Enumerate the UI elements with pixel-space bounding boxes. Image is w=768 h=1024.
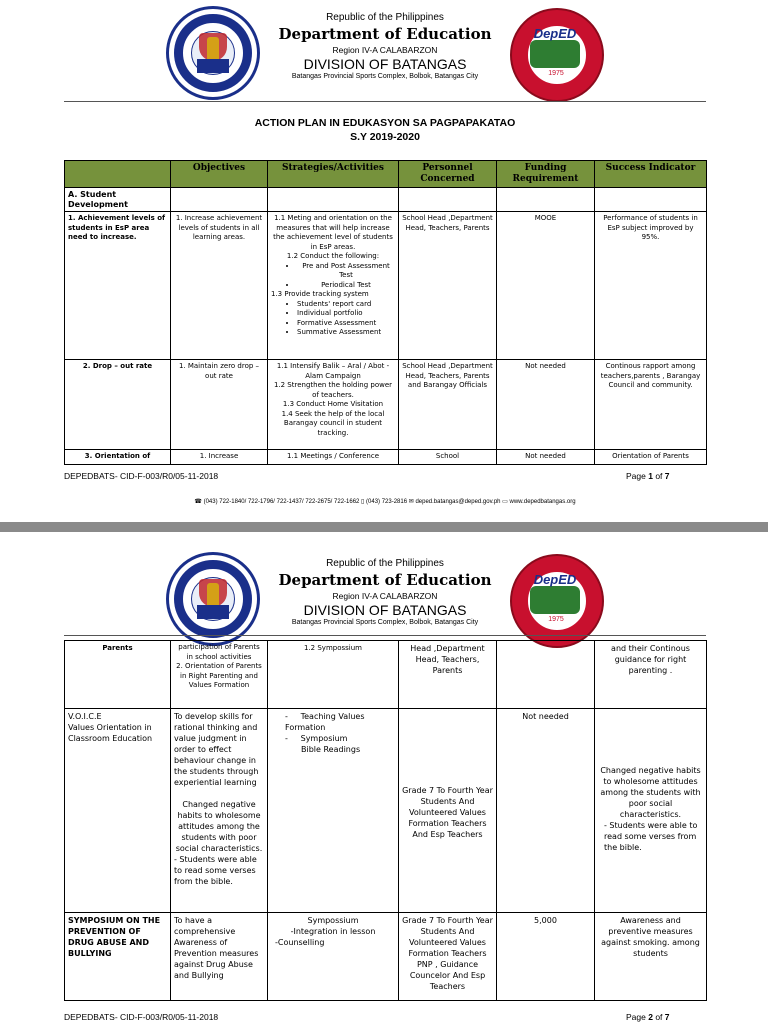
- personnel-cell: Head ,Department Head, Teachers, Parents: [399, 641, 497, 709]
- email-link[interactable]: deped.batangas@deped.gov.ph: [415, 499, 501, 505]
- list-item: • Individual portfolio: [297, 309, 395, 319]
- funding-cell: MOOE: [497, 212, 595, 360]
- objective-cell: [171, 709, 268, 913]
- objective-cell: 1. Increase: [171, 450, 268, 465]
- strategy-cell: 1.2 Sympossium: [268, 641, 399, 709]
- strategy-cell: [268, 709, 399, 913]
- strategy-item: 1.3 Provide tracking system: [271, 290, 369, 298]
- personnel-cell: School Head ,Department Head, Teachers, Parents and Barangay Officials: [399, 360, 497, 450]
- strategy-item: - Teaching Values Formation: [285, 712, 365, 732]
- column-header: Funding Requirement: [497, 161, 595, 188]
- objective-item: - Students were able to read some verses from the bible.: [174, 855, 257, 886]
- strategy-item: 1.1 Meting and orientation on the measures that will help increase the achievement level of students in EsP areas.: [273, 214, 393, 251]
- section-label: A. Student Development: [65, 188, 171, 212]
- strategy-item: 1.2 Strengthen the holding power of teachers.: [273, 381, 393, 399]
- area-cell: 1. Achievement levels of students in EsP area need to increase.: [65, 212, 171, 360]
- page-gap: [0, 522, 768, 532]
- objective-item: To develop skills for rational thinking and value judgment in order to effect behaviour change in the students through experiential learning: [174, 712, 259, 787]
- table-row: [65, 913, 707, 1001]
- area-line: V.O.I.C.E: [68, 712, 102, 721]
- strategy-item: - Symposium: [285, 734, 348, 743]
- seal-text: DepED: [533, 26, 577, 41]
- page-number: Page 2 of 7: [626, 1012, 670, 1022]
- table-row: [65, 188, 707, 212]
- funding-cell: 5,000: [497, 913, 595, 1001]
- kagawaran-seal-icon: [166, 552, 260, 646]
- strategy-item: 1.4 Seek the help of the local Barangay council in student tracking.: [281, 409, 385, 437]
- indicator-cell: Orientation of Parents: [595, 450, 707, 465]
- strategy-item: 1.2 Conduct the following:: [286, 252, 380, 260]
- action-plan-table: [64, 160, 707, 465]
- document-title: [64, 116, 706, 144]
- footer-code: DEPEDBATS- CID-F-003/R0/05-11-2018: [64, 1012, 219, 1022]
- area-cell: Parents: [65, 641, 171, 709]
- fax-icon: ▯: [361, 499, 365, 505]
- deped-batangas-seal-icon: [510, 8, 604, 102]
- website-link[interactable]: www.depedbatangas.org: [509, 499, 576, 505]
- strategy-cell: 1.1 Meetings / Conference: [268, 450, 399, 465]
- strategy-item: Sympossium: [307, 916, 359, 925]
- funding-cell: Not needed: [497, 360, 595, 450]
- objective-item: Changed negative habits to wholesome attitudes among the students with poor social characteristics.: [175, 800, 263, 853]
- column-header: Objectives: [171, 161, 268, 188]
- area-cell: 3. Orientation of: [65, 450, 171, 465]
- personnel-cell: Grade 7 To Fourth Year Students And Volunteered Values Formation Teachers PNP , Guidance Councelor And Esp Teachers: [399, 913, 497, 1001]
- phone-icon: ☎: [194, 499, 202, 505]
- objective-cell: To have a comprehensive Awareness of Prevention measures against Drug Abuse and Bullying: [171, 913, 268, 1001]
- indicator-cell: [595, 709, 707, 913]
- objective-cell: 1. Increase achievement levels of students in all learning areas.: [171, 212, 268, 360]
- footer-code: DEPEDBATS- CID-F-003/R0/05-11-2018: [64, 471, 219, 481]
- seal-year: 1975: [548, 70, 564, 77]
- web-icon: ▭: [502, 499, 508, 505]
- department-name: Department of Education: [278, 25, 492, 43]
- area-line: Values Orientation in Classroom Education: [68, 723, 153, 743]
- page-number: Page 1 of 7: [626, 471, 670, 481]
- objective-cell: 1. Maintain zero drop – out rate: [171, 360, 268, 450]
- column-header: Success Indicator: [595, 161, 707, 188]
- seal-text: DepED: [533, 572, 577, 587]
- strategy-cell: [268, 360, 399, 450]
- list-item: • Formative Assessment: [297, 319, 395, 329]
- column-header: [65, 161, 171, 188]
- title-line-1: ACTION PLAN IN EDUKASYON SA PAGPAPAKATAO: [254, 117, 516, 129]
- list-item: • Students' report card: [297, 300, 395, 310]
- table-header-row: [65, 161, 707, 188]
- email-icon: ✉: [408, 499, 414, 505]
- funding-cell: Not needed: [497, 450, 595, 465]
- funding-cell: [497, 641, 595, 709]
- address-text: Batangas Provincial Sports Complex, Bolbok, Batangas City: [291, 73, 479, 80]
- list-item: • Periodical Test: [297, 281, 395, 291]
- area-cell: SYMPOSIUM ON THE PREVENTION OF DRUG ABUSE AND BULLYING: [65, 913, 171, 1001]
- region-text: Region IV-A CALABARZON: [332, 45, 438, 55]
- seal-year: 1975: [548, 616, 564, 623]
- indicator-item: - Students were able to read some verses from the bible.: [604, 821, 698, 852]
- indicator-cell: Performance of students in EsP subject improved by 95%.: [595, 212, 707, 360]
- republic-text: Republic of the Philippines: [326, 558, 444, 569]
- list-item: • Pre and Post Assessment Test: [297, 262, 395, 281]
- objective-item: 2. Orientation of Parents in Right Parenting and Values Formation: [176, 662, 262, 689]
- column-header: Strategies/Activities: [268, 161, 399, 188]
- strategy-item: -Counselling: [275, 938, 325, 947]
- region-text: Region IV-A CALABARZON: [332, 591, 438, 601]
- strategy-sublist: [297, 262, 395, 291]
- indicator-cell: Awareness and preventive measures against smoking. among students: [595, 913, 707, 1001]
- strategy-cell: [268, 212, 399, 360]
- phone-numbers: (043) 722-1840/ 722-1796/ 722-1437/ 722-2675/ 722-1662: [203, 499, 360, 505]
- list-item: • Summative Assessment: [297, 328, 395, 338]
- kagawaran-seal-icon: [166, 6, 260, 100]
- republic-text: Republic of the Philippines: [326, 12, 444, 23]
- table-row: [65, 450, 707, 465]
- personnel-cell: School Head ,Department Head, Teachers, Parents: [399, 212, 497, 360]
- funding-cell: Not needed: [497, 709, 595, 913]
- department-name: Department of Education: [278, 571, 492, 589]
- title-line-2: S.Y 2019-2020: [350, 131, 420, 143]
- table-row: [65, 360, 707, 450]
- fax-number: (043) 723-2816: [366, 499, 408, 505]
- indicator-cell: and their Continous guidance for right parenting .: [595, 641, 707, 709]
- table-row: [65, 709, 707, 913]
- indicator-item: Changed negative habits to wholesome attitudes among the students with poor social characteristics.: [600, 766, 701, 819]
- header-divider: [64, 101, 706, 102]
- letterhead: [255, 12, 515, 80]
- area-cell: [65, 709, 171, 913]
- deped-batangas-seal-icon: [510, 554, 604, 648]
- strategy-cell: [268, 913, 399, 1001]
- table-row: [65, 212, 707, 360]
- division-name: DIVISION OF BATANGAS: [303, 602, 467, 618]
- column-header: Personnel Concerned: [399, 161, 497, 188]
- strategy-item: -Integration in lesson: [290, 927, 376, 936]
- document-page-2: [0, 532, 768, 1024]
- division-name: DIVISION OF BATANGAS: [303, 56, 467, 72]
- address-text: Batangas Provincial Sports Complex, Bolbok, Batangas City: [291, 619, 479, 626]
- action-plan-table-continued: [64, 640, 707, 1001]
- indicator-cell: Continous rapport among teachers,parents , Barangay Council and community.: [595, 360, 707, 450]
- header-divider: [64, 635, 706, 636]
- objective-cell: [171, 641, 268, 709]
- personnel-cell: Grade 7 To Fourth Year Students And Volunteered Values Formation Teachers And Esp Teachers: [399, 709, 497, 913]
- strategy-item: 1.1 Intensify Balik – Aral / Abot - Alam Campaign: [276, 362, 390, 380]
- objective-item: participation of Parents in school activities: [178, 643, 260, 661]
- area-cell: 2. Drop – out rate: [65, 360, 171, 450]
- strategy-sublist: [297, 300, 395, 338]
- personnel-cell: School: [399, 450, 497, 465]
- table-row: [65, 641, 707, 709]
- contact-line: [140, 498, 630, 505]
- letterhead: [255, 558, 515, 626]
- strategy-item: 1.3 Conduct Home Visitation: [282, 400, 384, 408]
- strategy-item: Bible Readings: [301, 745, 361, 754]
